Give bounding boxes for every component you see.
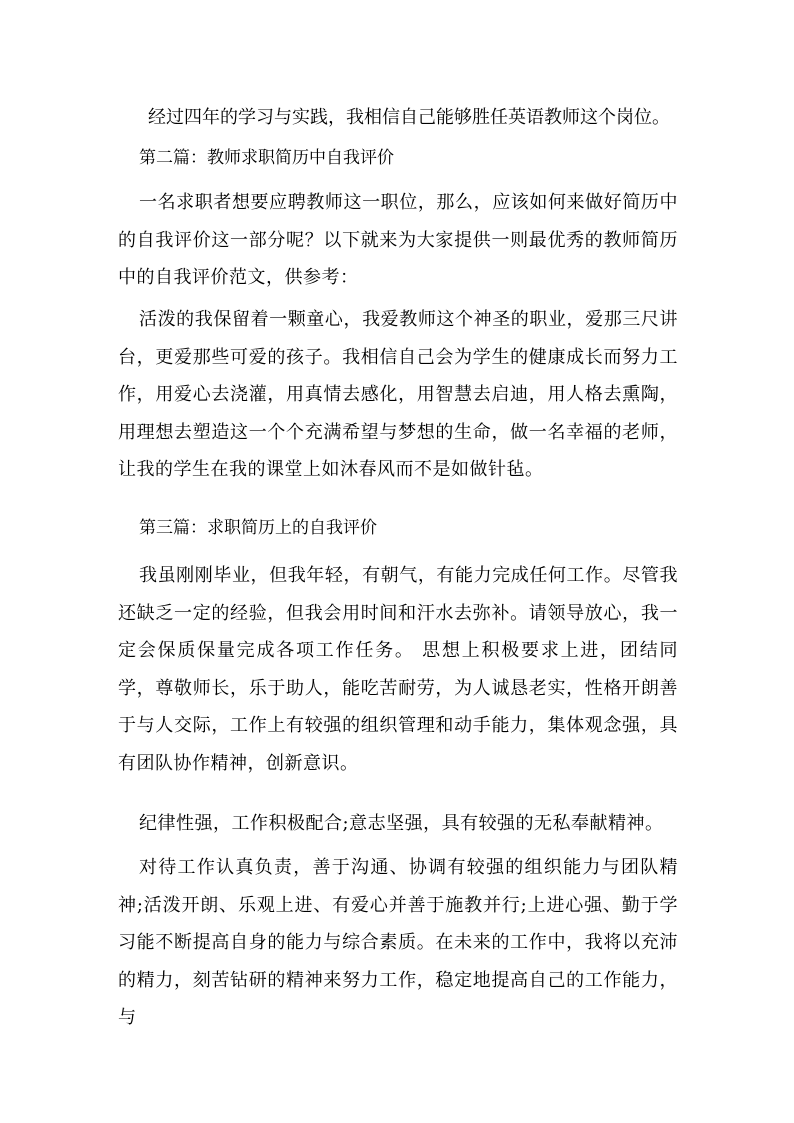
paragraph-section3-main: 我虽刚刚毕业，但我年轻，有朝气，有能力完成任何工作。尽管我还缺乏一定的经验，但我会用时间和汗水去弥补。请领导放心，我一定会保质保量完成各项工作任务。 思想上积极要求上进，团结同学，尊敬师长，乐于助人，能吃苦耐劳，为人诚恳老实，性格开朗善于与人交际，工作上有较强的组织管理和动手能力，集体观念强，具有团队协作精神，创新意识。 bbox=[118, 565, 678, 774]
paragraph-section2-intro: 一名求职者想要应聘教师这一职位，那么，应该如何来做好简历中的自我评价这一部分呢？以下就来为大家提供一则最优秀的教师简历中的自我评价范文，供参考： bbox=[118, 192, 678, 288]
paragraph-intro-conclusion: 经过四年的学习与实践，我相信自己能够胜任英语教师这个岗位。 bbox=[148, 107, 670, 128]
section-heading-2: 第二篇：教师求职简历中自我评价 bbox=[139, 148, 394, 168]
paragraph-section3-discipline: 纪律性强，工作积极配合;意志坚强，具有较强的无私奉献精神。 bbox=[139, 813, 664, 834]
paragraph-section2-sample: 活泼的我保留着一颗童心，我爱教师这个神圣的职业，爱那三尺讲台，更爱那些可爱的孩子。我相信自己会为学生的健康成长而努力工作，用爱心去浇灌，用真情去感化，用智慧去启迪，用人格去熏陶，用理想去塑造这一个个充满希望与梦想的生命，做一名幸福的老师，让我的学生在我的课堂上如沐春风而不是如做针毡。 bbox=[118, 309, 678, 480]
paragraph-section3-attitude: 对待工作认真负责，善于沟通、协调有较强的组织能力与团队精神;活泼开朗、乐观上进、有爱心并善于施教并行;上进心强、勤于学习能不断提高自身的能力与综合素质。在未来的工作中，我将以充沛的精力，刻苦钻研的精神来努力工作，稳定地提高自己的工作能力，与 bbox=[118, 857, 678, 1028]
section-heading-3: 第三篇：求职简历上的自我评价 bbox=[139, 518, 377, 538]
